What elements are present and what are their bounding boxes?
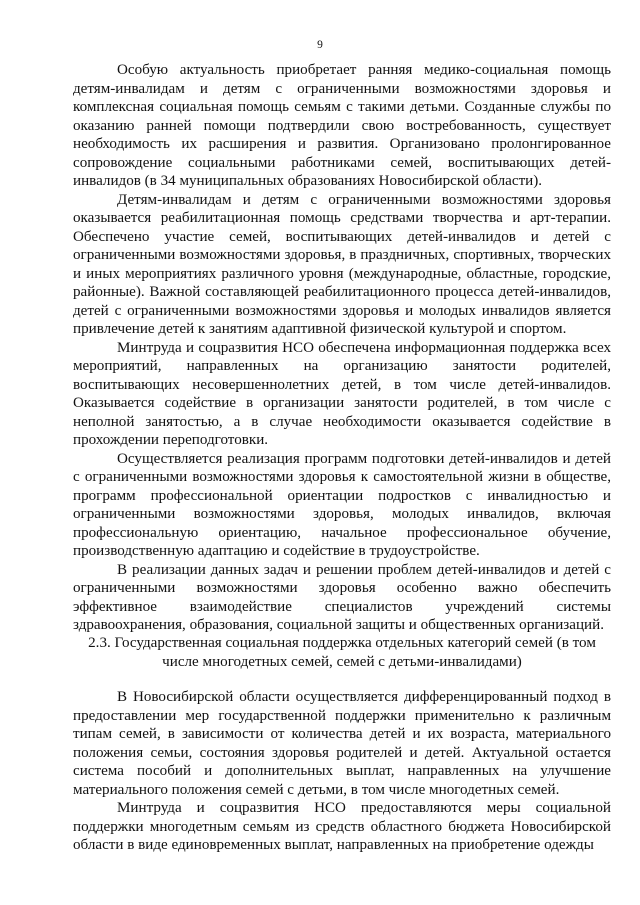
section-body-text	[73, 688, 611, 855]
page-number: 9	[317, 39, 323, 51]
paragraph-early-care: Особую актуальность приобретает ранняя медико-социальная помощь детям-инвалидам и детям с ограниченными возможностями здоровья и комплексная социальная помощь семьям с такими детьми. Созданные службы по оказанию ранней помощи подтвердили свою востребованность, существует необходимость их расширения и развития. Организовано пролонгированное сопровождение социальными работниками семей, воспитывающих детей-инвалидов (в 34 муниципальных образованиях Новосибирской области).	[73, 62, 611, 189]
paragraph-employment-support: Минтруда и соцразвития НСО обеспечена информационная поддержка всех мероприятий, направленных на организацию занятости родителей, воспитывающих несовершеннолетних детей, в том числе детей-инвалидов. Оказывается содействие в организации занятости родителей, в том числе с неполной занятостью, а в случае необходимости оказывается содействие в прохождении переподготовки.	[73, 339, 611, 448]
paragraph-independent-life-programs: Осуществляется реализация программ подготовки детей-инвалидов и детей с ограниченными возможностями здоровья к самостоятельной жизни в обществе, программ профессиональной ориентации подростков с инвалидностью и ограниченными возможностями здоровья, молодых инвалидов, включая профессиональную ориентацию, начальное профессиональное обучение, производственную адаптацию и содействие в трудоустройстве.	[73, 450, 611, 559]
paragraph-rehabilitation: Детям-инвалидам и детям с ограниченными возможностями здоровья оказывается реабилитационная помощь средствами творчества и арт-терапии. Обеспечено участие семей, воспитывающих детей-инвалидов и детей с ограниченными возможностями здоровья, в праздничных, спортивных, творческих и иных мероприятиях различного уровня (международные, областные, городские, районные). Важной составляющей реабилитационного процесса детей-инвалидов, детей с ограниченными возможностями здоровья и молодых инвалидов является привлечение детей к занятиям адаптивной физической культурой и спортом.	[73, 191, 611, 337]
paragraph-interagency-cooperation: В реализации данных задач и решении проблем детей-инвалидов и детей с ограниченными возможностями здоровья особенно важно обеспечить эффективное взаимодействие специалистов учреждений системы здравоохранения, образования, социальной защиты и общественных организаций.	[73, 561, 611, 633]
body-text	[73, 61, 611, 635]
paragraph-large-family-support: Минтруда и соцразвития НСО предоставляются меры социальной поддержки многодетным семьям из средств областного бюджета Новосибирской области в виде единовременных выплат, направленных на приобретение одежды	[73, 800, 611, 853]
paragraph-differentiated-approach: В Новосибирской области осуществляется дифференцированный подход в предоставлении мер государственной поддержки применительно к различным типам семей, в зависимости от количества детей и их возраста, материального положения семьи, состояния здоровья родителей и детей. Актуальной остается система пособий и дополнительных выплат, направленных на улучшение материального положения семей с детьми, в том числе многодетных семей.	[73, 689, 611, 798]
section-heading: 2.3. Государственная социальная поддержка отдельных категорий семей (в том числе многодетных семей, семей с детьми-инвалидами)	[88, 635, 596, 670]
